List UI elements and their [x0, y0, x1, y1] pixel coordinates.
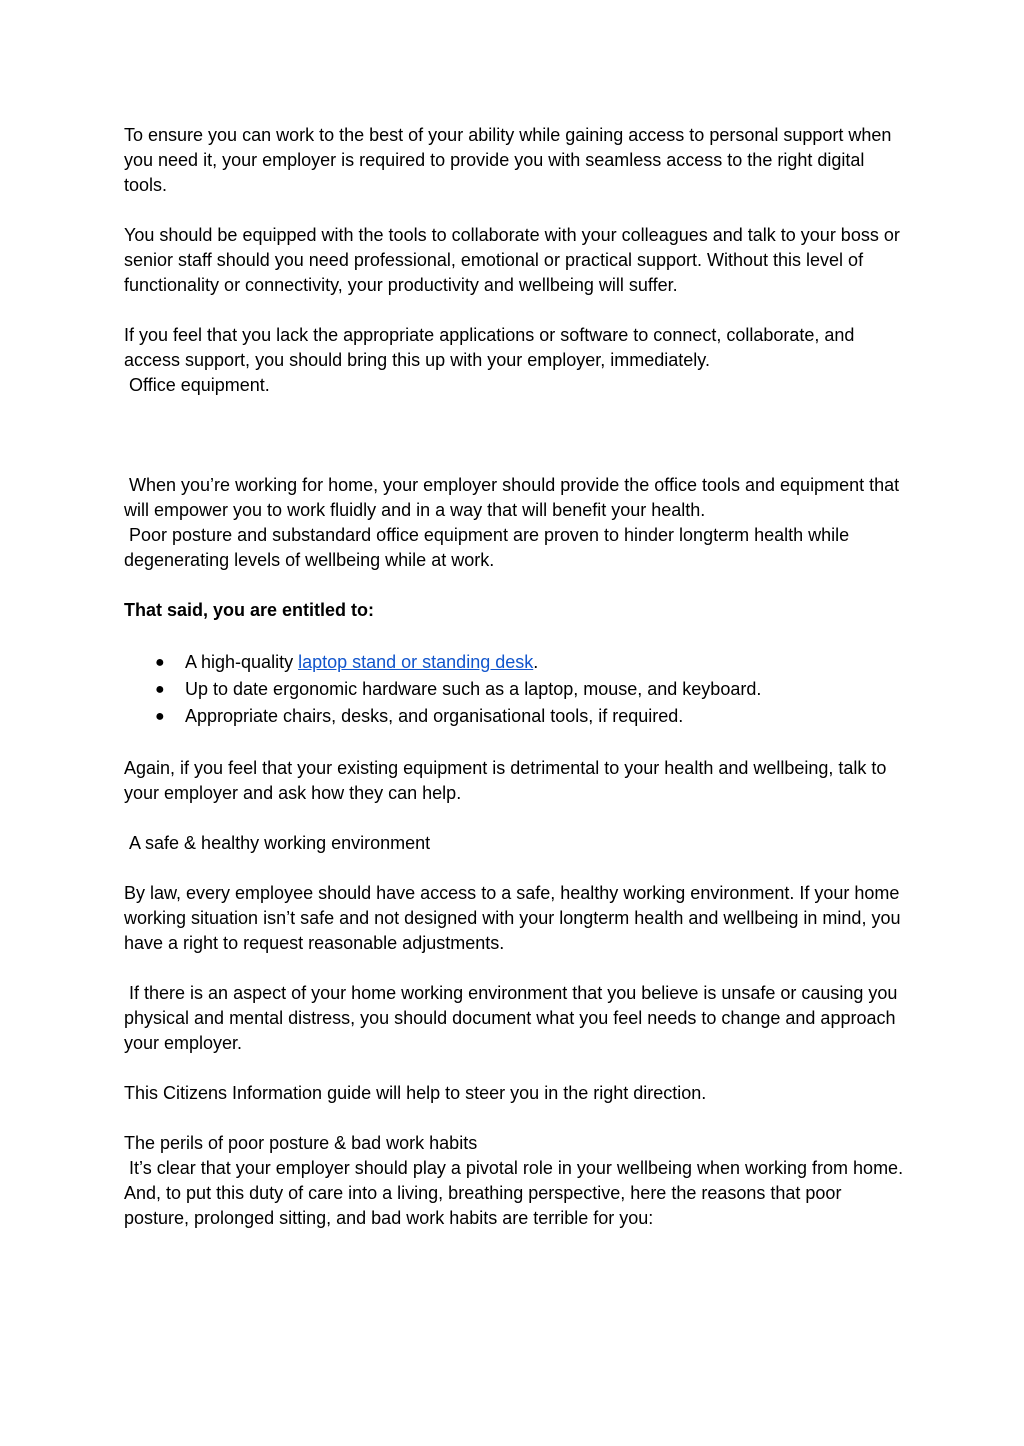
- list-item-text: A high-quality: [185, 652, 299, 672]
- paragraph-collaboration: You should be equipped with the tools to collaborate with your colleagues and talk to your boss or senior staff should you need professional, emotional or practical support. Without this level of functionality or connectivity, your productivity and wellbeing will suffer.: [124, 225, 905, 295]
- paragraph-poor-posture: Poor posture and substandard office equipment are proven to hinder longterm health while degenerating levels of wellbeing while at work.: [124, 525, 855, 570]
- heading-safe-environment: A safe & healthy working environment: [124, 833, 431, 853]
- heading-perils: The perils of poor posture & bad work habits: [124, 1133, 478, 1153]
- paragraph-working-from-home: When you’re working for home, your employer should provide the office tools and equipment that will empower you to work fluidly and in a way that will benefit your health.: [124, 475, 905, 520]
- paragraph-by-law: By law, every employee should have access to a safe, healthy working environment. If your home working situation isn’t safe and not designed with your longterm health and wellbeing in mind, you have a right to request reasonable adjustments.: [124, 883, 906, 953]
- bullet-icon: ●: [155, 654, 165, 671]
- paragraph-digital-tools: To ensure you can work to the best of your ability while gaining access to personal support when you need it, your employer is required to provide you with seamless access to the right digital tools.: [124, 125, 897, 195]
- list-item: [124, 649, 904, 676]
- paragraph-unsafe-aspect: If there is an aspect of your home working environment that you believe is unsafe or causing you physical and mental distress, you should document what you feel needs to change and approach your employer.: [124, 983, 903, 1053]
- heading-office-equipment: Office equipment.: [124, 375, 270, 395]
- heading-entitled-to: That said, you are entitled to:: [124, 600, 375, 620]
- laptop-stand-link[interactable]: laptop stand or standing desk: [298, 652, 534, 672]
- paragraph-lack-applications: If you feel that you lack the appropriate applications or software to connect, collaborate, and access support, you should bring this up with your employer, immediately.: [124, 325, 860, 370]
- document-page: [124, 123, 908, 1231]
- paragraph-existing-equipment: Again, if you feel that your existing equipment is detrimental to your health and wellbeing, talk to your employer and ask how they can help.: [124, 758, 892, 803]
- list-item-text: Appropriate chairs, desks, and organisational tools, if required.: [185, 706, 684, 726]
- bullet-icon: ●: [155, 681, 165, 698]
- list-item-text: Up to date ergonomic hardware such as a laptop, mouse, and keyboard.: [185, 679, 762, 699]
- list-item: [124, 703, 904, 730]
- entitlements-list: [124, 649, 904, 730]
- list-item: [124, 676, 904, 703]
- paragraph-employer-role: It’s clear that your employer should play a pivotal role in your wellbeing when working from home. And, to put this duty of care into a living, breathing perspective, here the reasons that poor posture, prolonged sitting, and bad work habits are terrible for you:: [124, 1158, 908, 1228]
- bullet-icon: ●: [155, 708, 165, 725]
- paragraph-citizens-guide: This Citizens Information guide will help to steer you in the right direction.: [124, 1083, 707, 1103]
- list-item-suffix: .: [533, 652, 539, 672]
